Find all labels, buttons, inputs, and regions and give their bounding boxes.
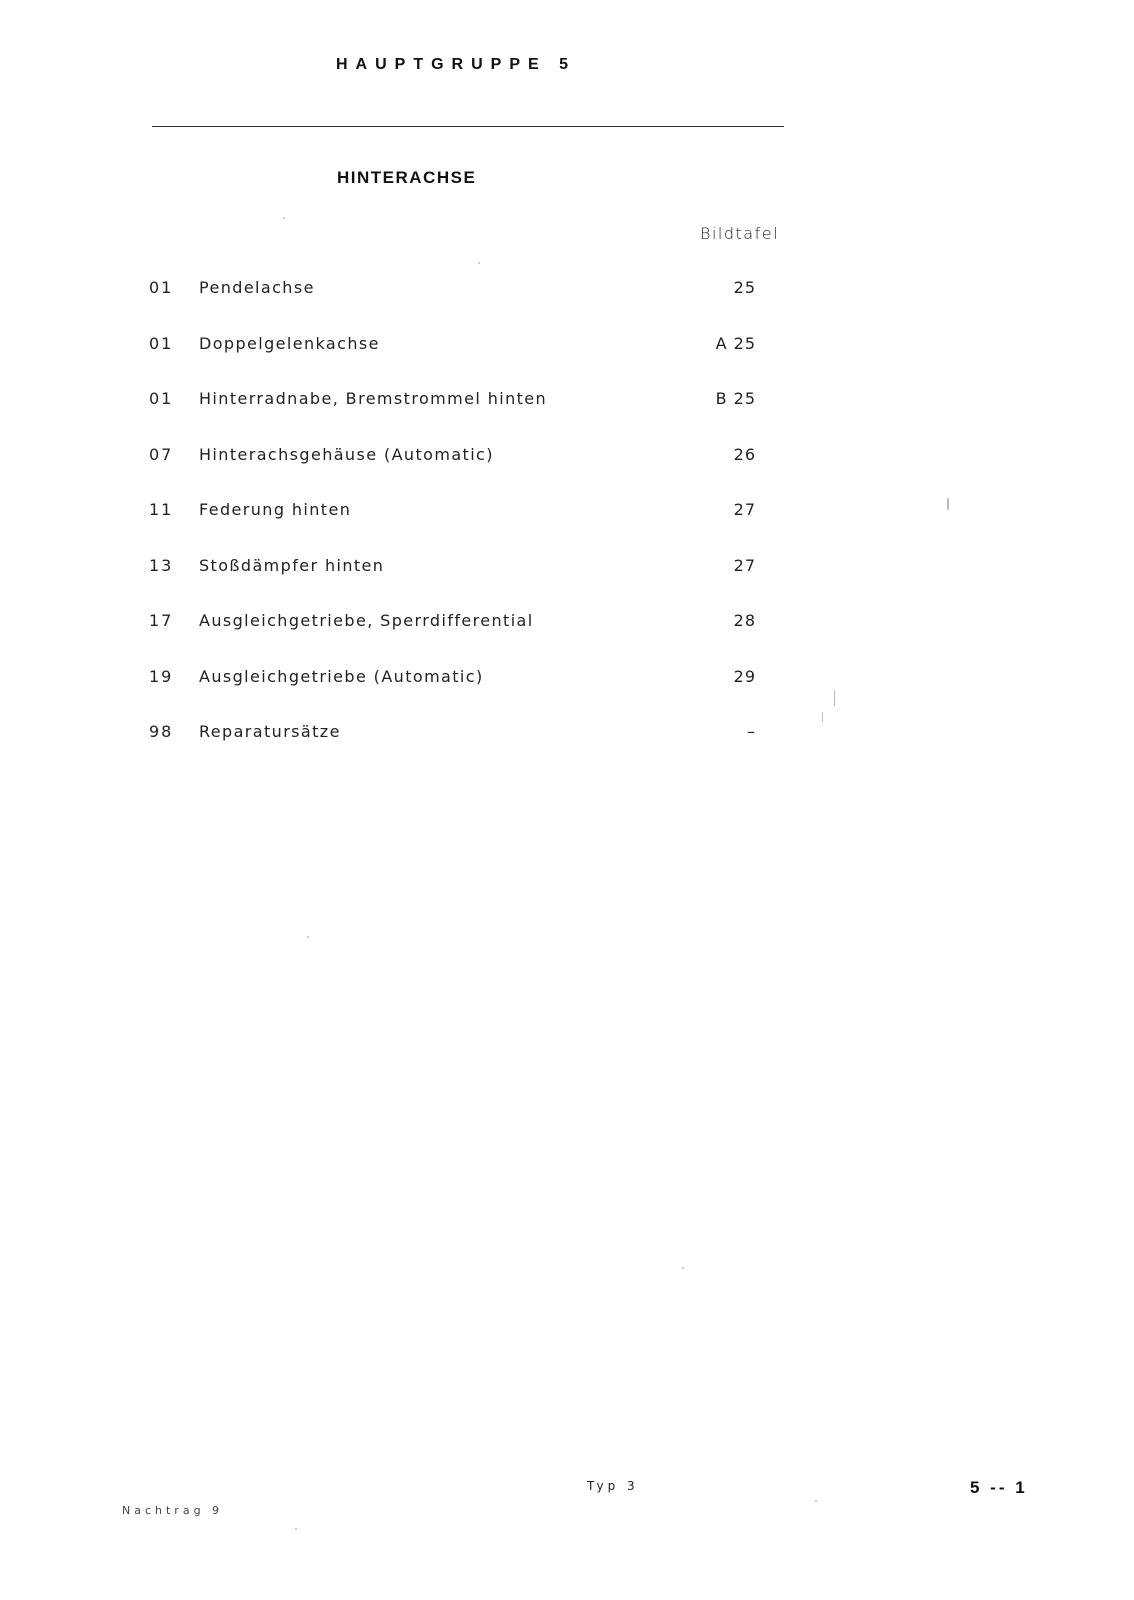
table-of-contents <box>0 278 1134 778</box>
heading-divider <box>152 126 784 127</box>
toc-plate: 27 <box>733 500 756 519</box>
scan-speck <box>834 690 835 706</box>
toc-number: 11 <box>149 500 174 519</box>
toc-title: Hinterradnabe, Bremstrommel hinten <box>199 389 548 408</box>
toc-plate: – <box>747 722 756 741</box>
toc-row <box>0 278 1134 334</box>
toc-row <box>0 667 1134 723</box>
scan-speck <box>295 1528 297 1530</box>
toc-plate: B 25 <box>715 389 756 408</box>
toc-row <box>0 556 1134 612</box>
main-group-heading: HAUPTGRUPPE 5 <box>336 56 577 73</box>
toc-row <box>0 389 1134 445</box>
toc-title: Pendelachse <box>199 278 315 297</box>
toc-number: 01 <box>149 278 174 297</box>
plate-column-label: Bildtafel <box>700 224 780 243</box>
toc-plate: 25 <box>733 278 756 297</box>
toc-title: Federung hinten <box>199 500 352 519</box>
scan-speck <box>307 936 309 938</box>
toc-plate: A 25 <box>715 333 756 353</box>
toc-row <box>0 500 1134 556</box>
scan-speck <box>283 217 285 219</box>
toc-title: Doppelgelenkachse <box>199 333 380 353</box>
toc-title: Ausgleichgetriebe, Sperrdifferential <box>199 611 534 630</box>
toc-row <box>0 334 1134 390</box>
toc-number: 19 <box>149 666 174 686</box>
toc-title: Stoßdämpfer hinten <box>199 555 385 575</box>
toc-number: 01 <box>149 333 174 353</box>
scan-speck <box>947 498 949 510</box>
scan-speck <box>815 1500 817 1502</box>
toc-plate: 26 <box>733 444 756 464</box>
toc-number: 98 <box>149 722 174 741</box>
toc-plate: 29 <box>733 666 756 686</box>
toc-number: 13 <box>149 555 174 575</box>
toc-number: 07 <box>149 444 174 464</box>
footer-type-label: Typ 3 <box>587 1479 639 1493</box>
scan-speck <box>478 262 480 264</box>
toc-plate: 28 <box>733 611 756 630</box>
toc-row <box>0 445 1134 501</box>
toc-title: Hinterachsgehäuse (Automatic) <box>199 444 494 464</box>
toc-number: 17 <box>149 611 174 630</box>
toc-title: Reparatursätze <box>199 722 341 741</box>
toc-row <box>0 722 1134 778</box>
page-number: 5 -- 1 <box>970 1478 1028 1497</box>
scan-speck <box>682 1267 684 1269</box>
toc-row <box>0 611 1134 667</box>
toc-plate: 27 <box>733 555 756 575</box>
scan-speck <box>822 712 823 722</box>
toc-number: 01 <box>149 389 174 408</box>
toc-title: Ausgleichgetriebe (Automatic) <box>199 666 484 686</box>
section-title: HINTERACHSE <box>337 168 477 187</box>
footer-supplement-label: Nachtrag 9 <box>122 1504 224 1517</box>
